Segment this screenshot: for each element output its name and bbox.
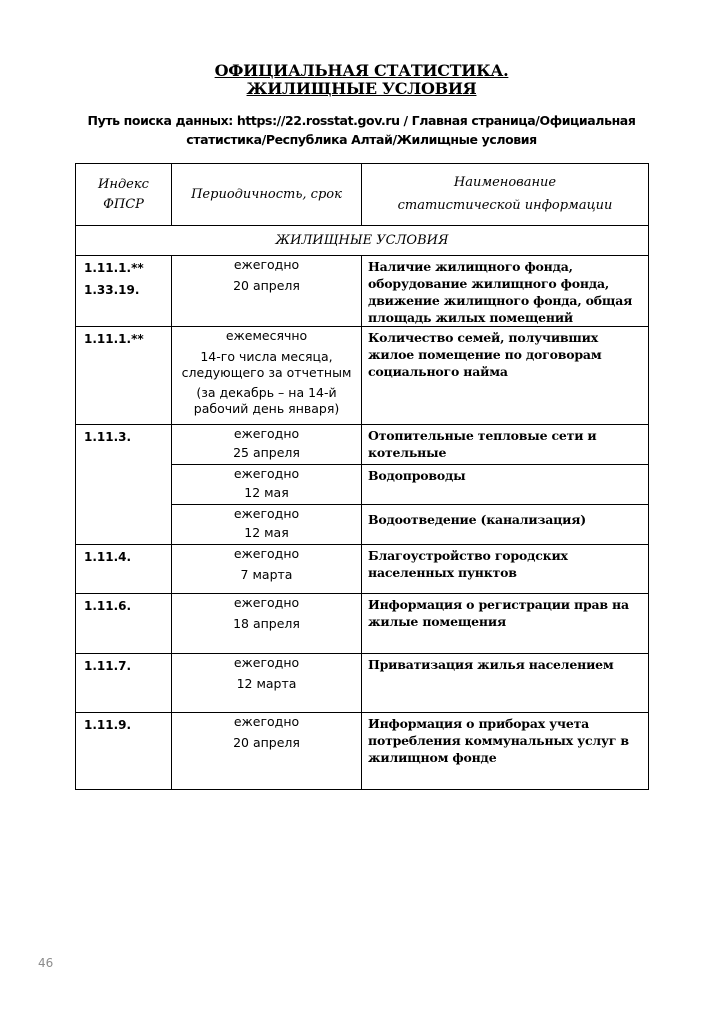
index-code: 1.33.19. bbox=[84, 283, 140, 297]
section-row bbox=[76, 226, 649, 256]
row-name: Благоустройство городских населенных пунктов bbox=[362, 545, 649, 594]
row-periodicity bbox=[172, 654, 362, 713]
row-periodicity bbox=[172, 327, 362, 425]
row-name: Информация о приборах учета потребления коммунальных услуг в жилищном фонде bbox=[362, 713, 649, 790]
index-code: 1.11.4. bbox=[84, 550, 132, 564]
header-index bbox=[76, 164, 172, 226]
deadline: 12 марта bbox=[236, 676, 297, 691]
table-row bbox=[76, 545, 649, 594]
table-row bbox=[76, 425, 649, 465]
row-name: Водопроводы bbox=[362, 465, 649, 505]
header-periodicity: Периодичность, срок bbox=[172, 164, 362, 226]
frequency: ежемесячно bbox=[225, 328, 308, 343]
statistics-table bbox=[75, 163, 649, 790]
row-index bbox=[76, 545, 172, 594]
row-index bbox=[76, 425, 172, 545]
table-row bbox=[76, 713, 649, 790]
deadline-note: (за декабрь – на 14-й рабочий день января) bbox=[193, 385, 340, 416]
header-name bbox=[362, 164, 649, 226]
deadline: 18 апреля bbox=[233, 616, 300, 631]
row-periodicity bbox=[172, 713, 362, 790]
index-code: 1.11.6. bbox=[84, 599, 132, 613]
data-search-path bbox=[80, 111, 643, 149]
frequency: ежегодно bbox=[233, 546, 300, 561]
title-line-1: ОФИЦИАЛЬНАЯ СТАТИСТИКА. bbox=[214, 61, 509, 80]
path-line-1: Путь поиска данных: https://22.rosstat.gov.ru / Главная страница/Официальная bbox=[87, 113, 636, 128]
row-periodicity bbox=[172, 545, 362, 594]
index-code: 1.11.1.** bbox=[84, 332, 144, 346]
row-name: Количество семей, получивших жилое помещение по договорам социального найма bbox=[362, 327, 649, 425]
row-index bbox=[76, 594, 172, 654]
row-name: Наличие жилищного фонда, оборудование жилищного фонда, движение жилищного фонда, общая площадь жилых помещений bbox=[362, 256, 649, 327]
frequency: ежегодно bbox=[233, 506, 300, 521]
deadline: 12 мая bbox=[244, 485, 289, 500]
deadline: 20 апреля bbox=[233, 735, 300, 750]
row-index bbox=[76, 654, 172, 713]
title-line-2: ЖИЛИЩНЫЕ УСЛОВИЯ bbox=[246, 79, 477, 98]
table-header-row bbox=[76, 164, 649, 226]
row-name: Водоотведение (канализация) bbox=[362, 505, 649, 545]
frequency: ежегодно bbox=[233, 466, 300, 481]
row-periodicity bbox=[172, 594, 362, 654]
table-row bbox=[76, 256, 649, 327]
row-index bbox=[76, 327, 172, 425]
frequency: ежегодно bbox=[233, 595, 300, 610]
frequency: ежегодно bbox=[233, 257, 300, 272]
row-index bbox=[76, 256, 172, 327]
frequency: ежегодно bbox=[233, 714, 300, 729]
deadline: 7 марта bbox=[240, 567, 293, 582]
header-name-line-2: статистической информации bbox=[397, 198, 613, 213]
row-name: Приватизация жилья населением bbox=[362, 654, 649, 713]
page-title bbox=[0, 62, 723, 98]
table-row bbox=[76, 594, 649, 654]
index-code: 1.11.1.** bbox=[84, 261, 144, 275]
deadline: 14-го числа месяца, следующего за отчетным bbox=[181, 349, 352, 380]
index-code: 1.11.7. bbox=[84, 659, 132, 673]
header-index-line-1: Индекс bbox=[98, 176, 149, 192]
row-periodicity bbox=[172, 425, 362, 465]
row-name: Отопительные тепловые сети и котельные bbox=[362, 425, 649, 465]
row-periodicity bbox=[172, 465, 362, 505]
frequency: ежегодно bbox=[233, 655, 300, 670]
row-periodicity bbox=[172, 256, 362, 327]
deadline: 12 мая bbox=[244, 525, 289, 540]
header-index-line-2: ФПСР bbox=[103, 196, 144, 212]
row-index bbox=[76, 713, 172, 790]
deadline: 20 апреля bbox=[233, 278, 300, 293]
table-row bbox=[76, 654, 649, 713]
deadline: 25 апреля bbox=[233, 445, 300, 460]
row-name: Информация о регистрации прав на жилые помещения bbox=[362, 594, 649, 654]
page-number: 46 bbox=[38, 956, 54, 970]
frequency: ежегодно bbox=[233, 426, 300, 441]
index-code: 1.11.3. bbox=[84, 430, 132, 444]
section-title: ЖИЛИЩНЫЕ УСЛОВИЯ bbox=[76, 226, 649, 256]
index-code: 1.11.9. bbox=[84, 718, 132, 732]
header-name-line-1: Наименование bbox=[453, 175, 557, 190]
path-line-2: статистика/Республика Алтай/Жилищные условия bbox=[186, 132, 537, 147]
row-periodicity bbox=[172, 505, 362, 545]
table-row bbox=[76, 327, 649, 425]
